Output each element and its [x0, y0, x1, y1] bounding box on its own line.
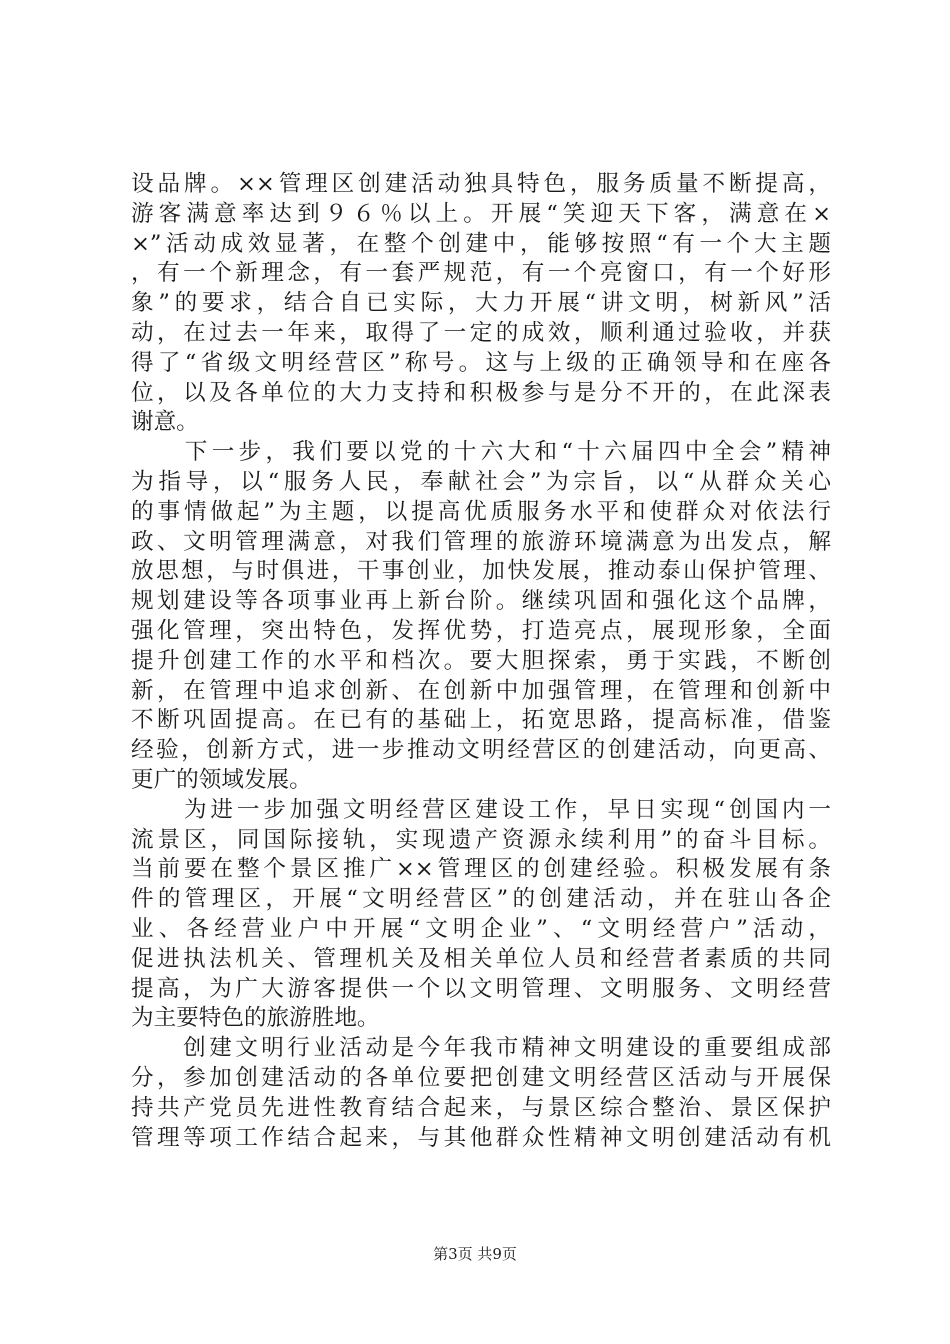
- text-line: 为主要特色的旅游胜地。: [131, 1005, 380, 1032]
- text-line: 为指导，以“服务人民，奉献社会”为宗旨，以“从群众关心: [131, 468, 831, 495]
- text-line: 促进执法机关、管理机关及相关单位人员和经营者素质的共同: [131, 945, 831, 972]
- text-line: ×”活动成效显著，在整个创建中，能够按照“有一个大主题: [131, 230, 831, 257]
- text-line: 持共产党员先进性教育结合起来，与景区综合整治、景区保护: [131, 1094, 831, 1121]
- text-line: 为进一步加强文明经营区建设工作，早日实现“创国内一: [131, 796, 831, 823]
- text-line: 位，以及各单位的大力支持和积极参与是分不开的，在此深表: [131, 379, 831, 406]
- text-line: 流景区，同国际接轨，实现遗产资源永续利用”的奋斗目标。: [131, 826, 831, 853]
- text-line: 强化管理，突出特色，发挥优势，打造亮点，展现形象，全面: [131, 617, 831, 644]
- text-line: 政、文明管理满意，对我们管理的旅游环境满意为出发点，解: [131, 528, 831, 555]
- text-line: 更广的领域发展。: [131, 766, 312, 793]
- text-line: 业、各经营业户中开展“文明企业”、“文明经营户”活动，: [131, 915, 831, 942]
- text-line: 创建文明行业活动是今年我市精神文明建设的重要组成部: [131, 1035, 831, 1062]
- page-footer: 第3页 共9页: [433, 1245, 517, 1263]
- text-line: 下一步，我们要以党的十六大和“十六届四中全会”精神: [131, 439, 831, 466]
- text-line: 设品牌。××管理区创建活动独具特色，服务质量不断提高，: [131, 171, 831, 197]
- text-line: 得了“省级文明经营区”称号。这与上级的正确领导和在座各: [131, 349, 831, 376]
- text-line: ，有一个新理念，有一套严规范，有一个亮窗口，有一个好形: [131, 260, 831, 287]
- text-line: 分，参加创建活动的各单位要把创建文明经营区活动与开展保: [131, 1064, 831, 1091]
- text-line: 象”的要求，结合自已实际，大力开展“讲文明，树新风”活: [131, 290, 831, 317]
- text-line: 不断巩固提高。在已有的基础上，拓宽思路，提高标准，借鉴: [131, 707, 831, 734]
- text-line: 游客满意率达到９６％以上。开展“笑迎天下客，满意在×: [131, 200, 831, 227]
- text-line: 放思想，与时俱进，干事创业，加快发展，推动泰山保护管理、: [131, 558, 831, 585]
- text-line: 谢意。: [131, 409, 199, 436]
- text-line: 提升创建工作的水平和档次。要大胆探索，勇于实践，不断创: [131, 647, 831, 674]
- text-line: 规划建设等各项事业再上新台阶。继续巩固和强化这个品牌，: [131, 588, 831, 615]
- text-line: 新，在管理中追求创新、在创新中加强管理，在管理和创新中: [131, 677, 831, 704]
- text-line: 提高，为广大游客提供一个以文明管理、文明服务、文明经营: [131, 975, 831, 1002]
- text-line: 管理等项工作结合起来，与其他群众性精神文明创建活动有机: [131, 1124, 831, 1151]
- body-text: [131, 170, 831, 1153]
- text-line: 的事情做起”为主题，以提高优质服务水平和使群众对依法行: [131, 498, 831, 525]
- text-line: 动，在过去一年来，取得了一定的成效，顺利通过验收，并获: [131, 319, 831, 346]
- text-line: 当前要在整个景区推广××管理区的创建经验。积极发展有条: [131, 856, 831, 883]
- text-line: 件的管理区，开展“文明经营区”的创建活动，并在驻山各企: [131, 886, 831, 913]
- text-line: 经验，创新方式，进一步推动文明经营区的创建活动，向更高、: [131, 737, 831, 764]
